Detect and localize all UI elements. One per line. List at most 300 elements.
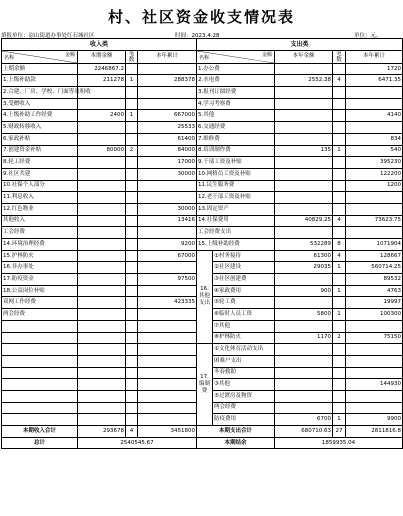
expense-current-amount <box>275 390 333 402</box>
income-current-header: 本期金额 <box>78 50 126 63</box>
income-grand-label: 总计 <box>2 437 78 449</box>
expense-item-name: 1.办公费 <box>197 63 275 75</box>
expense-count <box>333 344 346 356</box>
income-current-amount <box>78 122 126 134</box>
expense-current-amount <box>275 157 333 169</box>
expense-item-name: ⑧护林防火 <box>213 332 275 344</box>
expense-current-amount <box>275 344 333 356</box>
income-count <box>126 227 138 239</box>
expense-item-name: 10.网格员工资及补贴 <box>197 168 275 180</box>
income-ytd-amount <box>138 320 197 332</box>
income-item-name <box>2 390 78 402</box>
income-item-name: 16.非办事处 <box>2 262 78 274</box>
expense-count: 2 <box>333 332 346 344</box>
income-count <box>126 98 138 110</box>
finance-table <box>1 38 403 449</box>
expense-current-amount <box>275 192 333 204</box>
expense-item-name: 12.老干部工资及补贴 <box>197 192 275 204</box>
expense-item-name: ⑤轮工费 <box>213 297 275 309</box>
income-current-amount <box>78 250 126 262</box>
income-current-amount <box>78 402 126 414</box>
income-current-amount <box>78 192 126 204</box>
expense-current-amount <box>275 227 333 239</box>
expense-count <box>333 320 346 332</box>
income-current-amount <box>78 168 126 180</box>
expense-count: 1 <box>333 145 346 157</box>
expense-ytd-amount: 144930 <box>346 379 403 391</box>
expense-current-amount: 532289 <box>275 239 333 251</box>
expense-grand-label: 本期结余 <box>197 437 275 449</box>
expense-item-name: 6.交通经费 <box>197 122 275 134</box>
expense-ytd-amount: 540 <box>346 145 403 157</box>
income-ytd-amount <box>138 414 197 426</box>
income-current-amount <box>78 157 126 169</box>
expense-current-amount <box>275 122 333 134</box>
expense-count <box>333 180 346 192</box>
table-row <box>2 227 403 239</box>
income-count: 1 <box>126 75 138 87</box>
expense-ytd-amount: 9900 <box>346 414 403 426</box>
expense-current-amount: 5800 <box>275 309 333 321</box>
expense-ytd-amount: 4140 <box>346 110 403 122</box>
income-current-amount <box>78 309 126 321</box>
expense-total-current: 680710.63 <box>275 426 333 438</box>
expense-current-amount: 1170 <box>275 332 333 344</box>
income-grand-value: 2540545.67 <box>78 437 197 449</box>
expense-count <box>333 355 346 367</box>
expense-item-name: 9.干部工资及补贴 <box>197 157 275 169</box>
income-count <box>126 203 138 215</box>
expense-current-amount <box>275 98 333 110</box>
expense-current-amount <box>275 379 333 391</box>
income-ytd-amount <box>138 98 197 110</box>
reporting-unit: 填报单位：凉山街道办事处红石城社区 <box>1 33 95 39</box>
income-current-amount <box>78 98 126 110</box>
income-count <box>126 402 138 414</box>
income-current-amount <box>78 344 126 356</box>
income-current-amount <box>78 274 126 286</box>
income-count <box>126 133 138 145</box>
income-ytd-amount <box>138 390 197 402</box>
expense-ytd-amount <box>346 355 403 367</box>
income-ytd-amount: 288378 <box>138 75 197 87</box>
income-item-name: 6.家政补贴 <box>2 133 78 145</box>
income-ytd-amount <box>138 344 197 356</box>
income-ytd-amount <box>138 367 197 379</box>
income-item-name <box>2 402 78 414</box>
expense-current-amount <box>275 402 333 414</box>
income-ytd-amount: 25533 <box>138 122 197 134</box>
income-count <box>126 355 138 367</box>
expense-ytd-amount <box>346 390 403 402</box>
income-item-name: 1.上级补助款 <box>2 75 78 87</box>
table-row <box>2 180 403 192</box>
income-count <box>126 297 138 309</box>
expense-ytd-amount <box>346 122 403 134</box>
expense-ytd-amount: 560714.25 <box>346 262 403 274</box>
income-item-name: 17.防疫资金 <box>2 274 78 286</box>
income-ytd-amount: 9200 <box>138 239 197 251</box>
expense-item-name: 11.民生服务费 <box>197 180 275 192</box>
income-item-name: 3.受赠收入 <box>2 98 78 110</box>
income-count <box>126 274 138 286</box>
expense-item-name: 15.上级补助经费 <box>197 239 275 251</box>
income-count <box>126 414 138 426</box>
expense-item-name: 3.报刊订阅经费 <box>197 87 275 99</box>
income-current-amount <box>78 227 126 239</box>
expense-ytd-amount: 395230 <box>346 157 403 169</box>
expense-count: 1 <box>333 262 346 274</box>
expense-current-amount <box>275 355 333 367</box>
income-count <box>126 344 138 356</box>
expense-item-name: ⑥临时人员工资 <box>213 309 275 321</box>
income-ytd-amount: 97500 <box>138 274 197 286</box>
income-item-name: 4.上级补助工作经费 <box>2 110 78 122</box>
income-item-name: 其他收入 <box>2 215 78 227</box>
income-ytd-amount <box>138 355 197 367</box>
expense-count <box>333 192 346 204</box>
expense-header-name-label: 名称 <box>199 54 210 61</box>
income-ytd-amount: 423335 <box>138 297 197 309</box>
table-row <box>2 192 403 204</box>
expense-count: 4 <box>333 75 346 87</box>
income-item-name: 14.环境治理经费 <box>2 239 78 251</box>
expense-item-name: ③社区创建费 <box>213 274 275 286</box>
expense-item-name: 7.维修费 <box>197 133 275 145</box>
income-total-label: 本期收入合计 <box>2 426 78 438</box>
expense-item-name: ⑤过渡房及物资 <box>213 390 275 402</box>
income-item-name: 8.轮工经费 <box>2 157 78 169</box>
income-header-amount-label: 金额 <box>64 51 75 58</box>
income-current-amount <box>78 215 126 227</box>
income-count <box>126 262 138 274</box>
expense-count-header: 笔数 <box>333 50 346 63</box>
expense-ytd-header: 本年累计 <box>346 50 403 63</box>
income-item-name: 10.社保个人部分 <box>2 180 78 192</box>
expense-grand-value: 1859935.04 <box>275 437 403 449</box>
expense-section-title: 支出类 <box>197 39 403 51</box>
expense-count <box>333 168 346 180</box>
expense-current-amount <box>275 180 333 192</box>
expense-ytd-amount <box>346 320 403 332</box>
income-ytd-amount <box>138 262 197 274</box>
income-header-name-label: 名称 <box>4 54 15 61</box>
income-item-name: 两会经费 <box>2 309 78 321</box>
income-item-header <box>2 50 78 63</box>
income-item-name <box>2 414 78 426</box>
expense-current-amount <box>275 168 333 180</box>
expense-count <box>333 133 346 145</box>
income-item-name: 18.公益岗位补贴 <box>2 285 78 297</box>
expense-current-amount <box>275 320 333 332</box>
table-row <box>2 87 403 99</box>
income-current-amount <box>78 332 126 344</box>
income-item-name: 5.财政转移收入 <box>2 122 78 134</box>
expense-count <box>333 122 346 134</box>
income-count <box>126 215 138 227</box>
income-item-name: 上期余额 <box>2 63 78 75</box>
income-ytd-amount: 84000 <box>138 145 197 157</box>
income-current-amount <box>78 133 126 145</box>
income-ytd-amount <box>138 87 197 99</box>
income-count <box>126 390 138 402</box>
expense-ytd-amount: 4763 <box>346 285 403 297</box>
expense-item-name: ④家政费用 <box>213 285 275 297</box>
income-ytd-amount: 13416 <box>138 215 197 227</box>
expense-item-name: 冬春救助 <box>213 367 275 379</box>
expense-item-name: 13.固定资产 <box>197 203 275 215</box>
expense-ytd-amount: 1200 <box>346 180 403 192</box>
expense-ytd-amount: 73623.75 <box>346 215 403 227</box>
table-row <box>2 203 403 215</box>
income-item-name <box>2 332 78 344</box>
income-current-amount <box>78 414 126 426</box>
income-total-ytd: 3451800 <box>138 426 197 438</box>
expense-ytd-amount: 1071904 <box>346 239 403 251</box>
income-count <box>126 320 138 332</box>
expense-count <box>333 87 346 99</box>
expense-ytd-amount <box>346 98 403 110</box>
expense-item-name: 2.水电费 <box>197 75 275 87</box>
expense-count <box>333 203 346 215</box>
income-current-amount <box>78 180 126 192</box>
expense-ytd-amount <box>346 192 403 204</box>
expense-count <box>333 402 346 414</box>
income-item-name <box>2 344 78 356</box>
totals-row <box>2 426 403 438</box>
expense-count: 4 <box>333 250 346 262</box>
expense-current-amount <box>275 133 333 145</box>
income-current-amount: 2400 <box>78 110 126 122</box>
table-row <box>2 239 403 251</box>
expense-count: 8 <box>333 239 346 251</box>
income-count <box>126 192 138 204</box>
income-ytd-amount <box>138 285 197 297</box>
income-ytd-amount <box>138 309 197 321</box>
expense-group-label: 17.编制费 <box>197 344 213 426</box>
expense-current-amount: 6700 <box>275 414 333 426</box>
expense-current-amount: 900 <box>275 285 333 297</box>
expense-count <box>333 274 346 286</box>
income-current-amount <box>78 320 126 332</box>
expense-current-amount <box>275 367 333 379</box>
expense-current-amount: 2552.38 <box>275 75 333 87</box>
expense-ytd-amount: 89532 <box>346 274 403 286</box>
income-item-name: 15.护林防火 <box>2 250 78 262</box>
income-item-name <box>2 367 78 379</box>
income-current-amount: 2246867.2 <box>78 63 126 75</box>
income-section-title: 收入类 <box>2 39 197 51</box>
report-date: 时间：2023.4.28 <box>175 33 220 39</box>
income-ytd-amount <box>138 180 197 192</box>
income-count <box>126 309 138 321</box>
expense-count <box>333 227 346 239</box>
income-item-name: 2.合建、厂房、学校、门面等出租收 <box>2 87 78 99</box>
column-header-row <box>2 50 403 63</box>
expense-current-amount: 40829.25 <box>275 215 333 227</box>
expense-item-name: 工会经费支出 <box>197 227 275 239</box>
expense-ytd-amount <box>346 203 403 215</box>
income-count: 2 <box>126 145 138 157</box>
expense-current-amount: 61300 <box>275 250 333 262</box>
income-count <box>126 239 138 251</box>
table-row <box>2 63 403 75</box>
expense-ytd-amount: 1720 <box>346 63 403 75</box>
income-ytd-amount: 667000 <box>138 110 197 122</box>
expense-ytd-amount <box>346 344 403 356</box>
expense-item-name: 5.其他 <box>197 110 275 122</box>
expense-current-amount <box>275 203 333 215</box>
table-row <box>2 75 403 87</box>
income-current-amount <box>78 285 126 297</box>
income-count <box>126 87 138 99</box>
expense-item-name: ①文化体育活动支出 <box>213 344 275 356</box>
income-item-name: 9.社区共建 <box>2 168 78 180</box>
currency-unit: 单位：元、 <box>354 33 382 39</box>
expense-ytd-amount: 19997 <box>346 297 403 309</box>
expense-count: 1 <box>333 309 346 321</box>
income-item-name: 11.利息收入 <box>2 192 78 204</box>
income-current-amount: 80000 <box>78 145 126 157</box>
expense-total-label: 本期支出合计 <box>197 426 275 438</box>
expense-item-name: 困难户支出 <box>213 355 275 367</box>
income-count: 1 <box>126 110 138 122</box>
expense-count <box>333 63 346 75</box>
report-title: 村、社区资金收支情况表 <box>107 8 295 26</box>
income-count <box>126 63 138 75</box>
income-count <box>126 180 138 192</box>
expense-count <box>333 98 346 110</box>
income-current-amount <box>78 262 126 274</box>
expense-count <box>333 379 346 391</box>
income-count <box>126 367 138 379</box>
expense-total-count: 27 <box>333 426 346 438</box>
income-current-amount <box>78 355 126 367</box>
income-count <box>126 168 138 180</box>
income-count <box>126 122 138 134</box>
expense-item-name: 14.社保费用 <box>197 215 275 227</box>
income-current-amount <box>78 239 126 251</box>
expense-ytd-amount <box>346 87 403 99</box>
expense-current-amount <box>275 63 333 75</box>
table-row <box>2 168 403 180</box>
expense-current-amount <box>275 297 333 309</box>
income-ytd-amount <box>138 227 197 239</box>
expense-ytd-amount <box>346 227 403 239</box>
expense-current-header: 本年金额 <box>275 50 333 63</box>
income-current-amount: 211278 <box>78 75 126 87</box>
expense-current-amount <box>275 110 333 122</box>
expense-ytd-amount: 6471.35 <box>346 75 403 87</box>
expense-item-name: ⑦其他 <box>213 320 275 332</box>
table-row <box>2 110 403 122</box>
expense-count <box>333 367 346 379</box>
income-ytd-amount <box>138 402 197 414</box>
income-count <box>126 285 138 297</box>
expense-count: 4 <box>333 215 346 227</box>
expense-ytd-amount: 128667 <box>346 250 403 262</box>
income-count <box>126 332 138 344</box>
income-total-current: 293678 <box>78 426 126 438</box>
expense-ytd-amount: 122200 <box>346 168 403 180</box>
income-ytd-header: 本年累计 <box>138 50 197 63</box>
expense-current-amount: 29035 <box>275 262 333 274</box>
expense-header-amount-label: 金额 <box>262 51 273 58</box>
income-ytd-amount: 67000 <box>138 250 197 262</box>
income-item-name: 工会经费 <box>2 227 78 239</box>
expense-item-name: 两会经费 <box>213 402 275 414</box>
expense-item-name: ③其他 <box>213 379 275 391</box>
expense-item-name: ②社区建设 <box>213 262 275 274</box>
table-row <box>2 157 403 169</box>
income-ytd-amount <box>138 379 197 391</box>
expense-count <box>333 110 346 122</box>
income-count <box>126 157 138 169</box>
income-ytd-amount: 30000 <box>138 168 197 180</box>
section-header-row <box>2 39 403 51</box>
expense-group-label: 16.其他支出 <box>197 250 213 344</box>
expense-ytd-amount: 100300 <box>346 309 403 321</box>
table-row <box>2 122 403 134</box>
expense-count <box>333 390 346 402</box>
grand-total-row <box>2 437 403 449</box>
income-count <box>126 250 138 262</box>
table-row <box>2 344 403 356</box>
income-ytd-amount <box>138 332 197 344</box>
expense-item-header <box>197 50 275 63</box>
table-row <box>2 215 403 227</box>
expense-count: 1 <box>333 414 346 426</box>
expense-item-name: ①村务接待 <box>213 250 275 262</box>
income-ytd-amount: 17000 <box>138 157 197 169</box>
income-current-amount <box>78 203 126 215</box>
expense-count <box>333 157 346 169</box>
expense-item-name: 8.培训制作费 <box>197 145 275 157</box>
table-row <box>2 98 403 110</box>
income-item-name: 12.红色物业 <box>2 203 78 215</box>
expense-current-amount: 135 <box>275 145 333 157</box>
expense-ytd-amount <box>346 402 403 414</box>
income-ytd-amount: 30000 <box>138 203 197 215</box>
table-row <box>2 133 403 145</box>
expense-count: 1 <box>333 285 346 297</box>
income-item-name: 双网工作经费 <box>2 297 78 309</box>
expense-current-amount <box>275 274 333 286</box>
income-current-amount <box>78 367 126 379</box>
table-row <box>2 145 403 157</box>
expense-current-amount <box>275 87 333 99</box>
income-count <box>126 379 138 391</box>
expense-item-name: 4.学习考察费 <box>197 98 275 110</box>
income-current-amount <box>78 390 126 402</box>
expense-ytd-amount: 834 <box>346 133 403 145</box>
expense-total-ytd: 2811816.8 <box>346 426 403 438</box>
income-ytd-amount <box>138 63 197 75</box>
expense-count <box>333 297 346 309</box>
income-current-amount <box>78 379 126 391</box>
income-count-header: 笔数 <box>126 50 138 63</box>
table-row <box>2 250 403 262</box>
income-item-name <box>2 379 78 391</box>
income-item-name <box>2 355 78 367</box>
expense-item-name: 防疫费用 <box>213 414 275 426</box>
income-ytd-amount <box>138 192 197 204</box>
income-item-name: 7.创建资金补贴 <box>2 145 78 157</box>
expense-ytd-amount <box>346 367 403 379</box>
income-current-amount <box>78 297 126 309</box>
income-total-count: 4 <box>126 426 138 438</box>
income-ytd-amount: 61400 <box>138 133 197 145</box>
